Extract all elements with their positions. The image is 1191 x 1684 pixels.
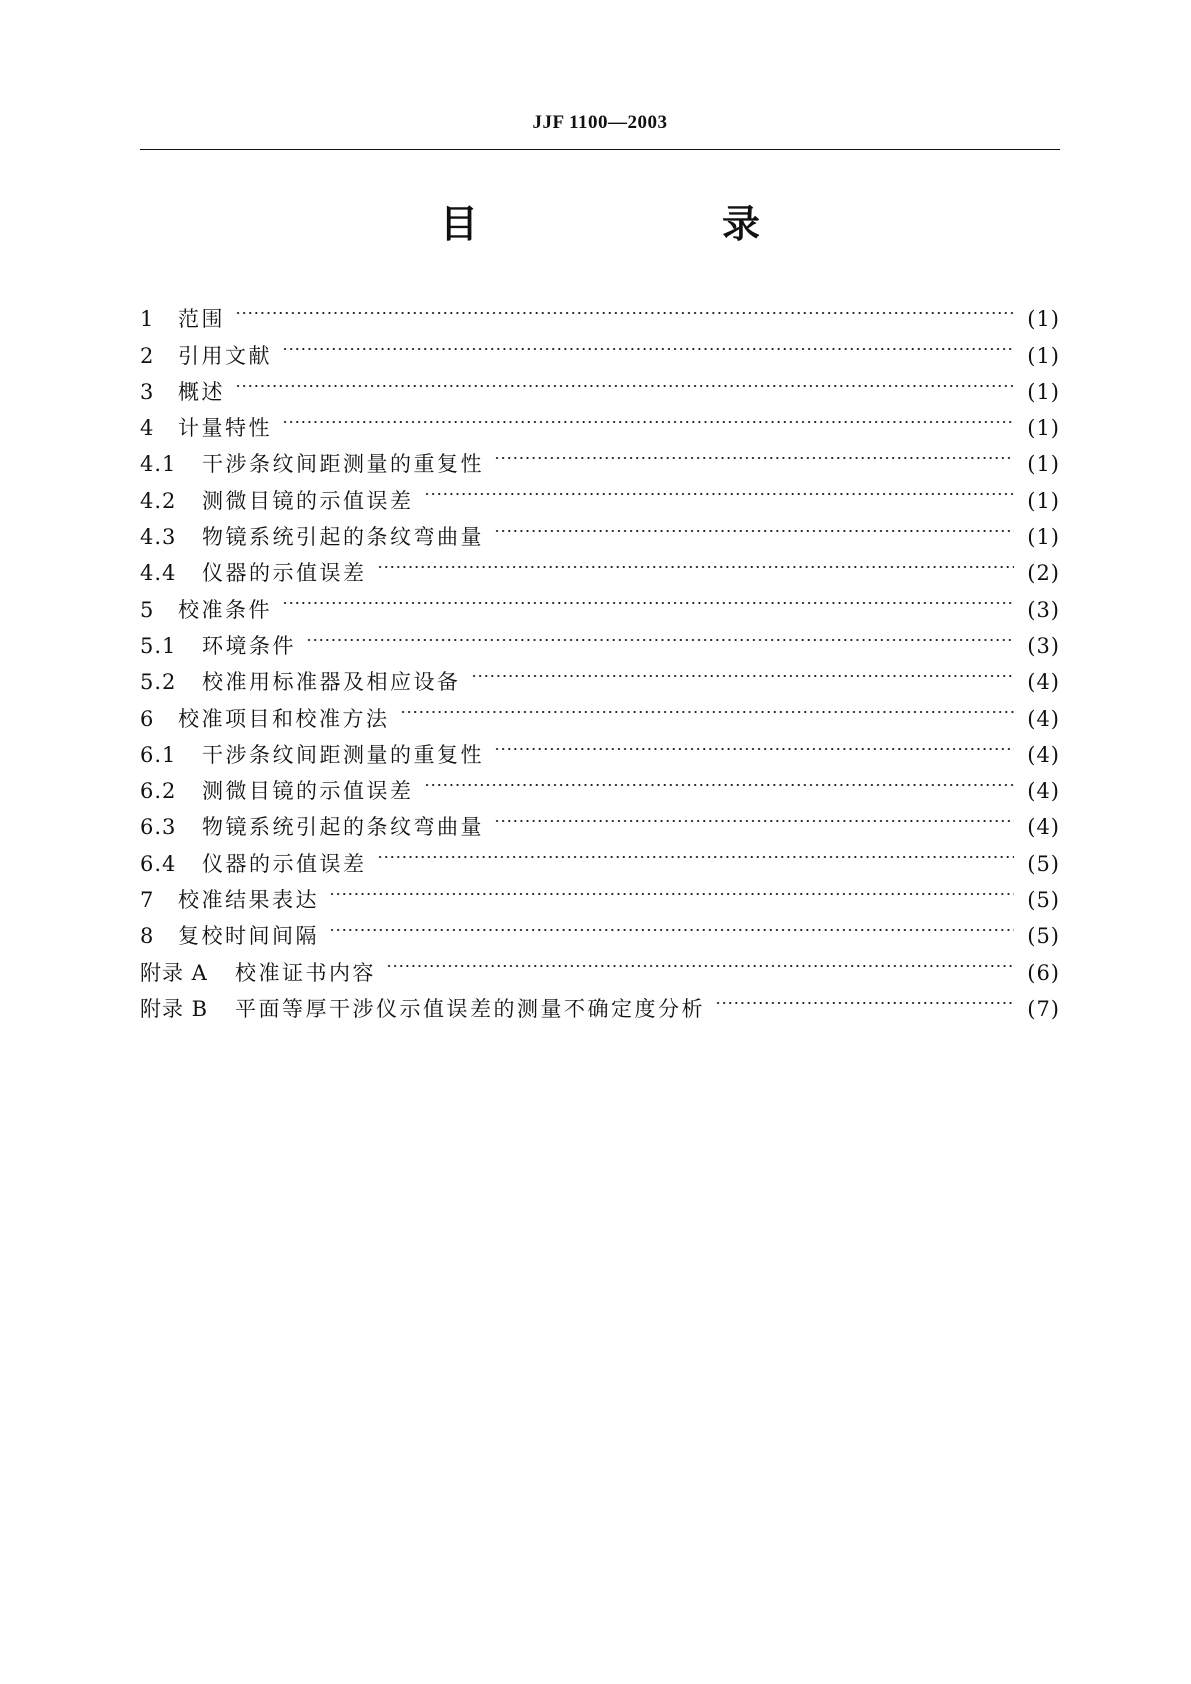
toc-entry-title: 物镜系统引起的条纹弯曲量 [202, 815, 484, 840]
toc-entry-title: 平面等厚干涉仪示值误差的测量不确定度分析 [235, 996, 705, 1021]
dot-leader [494, 798, 1014, 834]
toc-entry-number: 6.4 [140, 851, 177, 876]
toc-entry-number: 8 [140, 924, 155, 949]
dot-leader [235, 363, 1014, 399]
toc-entry-number: 4.4 [140, 561, 177, 586]
toc-entry-title: 干涉条纹间距测量的重复性 [202, 452, 484, 477]
toc-entry-number: 1 [140, 307, 155, 332]
toc-entry-page: (4) [1027, 815, 1060, 840]
dot-leader [715, 980, 1014, 1016]
toc-entry-number: 5 [140, 597, 155, 622]
toc-entry-title: 引用文献 [178, 343, 272, 368]
toc-entry [140, 617, 1060, 658]
toc-entry-title: 校准证书内容 [235, 960, 376, 985]
toc-entry-number: 4 [140, 416, 155, 441]
toc-entry-title: 复校时间间隔 [178, 924, 319, 949]
dot-leader [424, 762, 1015, 798]
toc-entry-page: (3) [1027, 597, 1060, 622]
toc-entry-number: 5.1 [140, 633, 177, 658]
dot-leader [424, 471, 1015, 507]
toc-entry-title: 环境条件 [202, 633, 296, 658]
toc-entry-title: 测微目镜的示值误差 [202, 779, 414, 804]
dot-leader [329, 907, 1014, 943]
toc-entry-page: (1) [1027, 307, 1060, 332]
dot-leader [282, 399, 1014, 435]
toc-entry-title: 测微目镜的示值误差 [202, 488, 414, 513]
toc-entry-page: (1) [1027, 416, 1060, 441]
toc-entry-number: 附录 B [140, 996, 209, 1021]
toc-entry-number: 4.3 [140, 525, 177, 550]
toc-entry-number: 5.2 [140, 670, 177, 695]
dot-leader [306, 617, 1014, 653]
toc-entry-title: 计量特性 [178, 416, 272, 441]
toc-entry-number: 4.2 [140, 488, 177, 513]
dot-leader [400, 689, 1015, 725]
toc-entry-page: (4) [1027, 706, 1060, 731]
dot-leader [282, 326, 1014, 362]
toc-entry-number: 6.1 [140, 742, 177, 767]
toc-entry-page: (1) [1027, 525, 1060, 550]
toc-entry-title: 范围 [178, 307, 225, 332]
toc-entry-title: 校准结果表达 [178, 888, 319, 913]
dot-leader [494, 508, 1014, 544]
toc-entry-page: (5) [1027, 924, 1060, 949]
toc-entry-page: (5) [1027, 888, 1060, 913]
dot-leader [377, 834, 1015, 870]
toc-entry-page: (1) [1027, 488, 1060, 513]
toc-entry-page: (4) [1027, 670, 1060, 695]
toc-entry-page: (4) [1027, 779, 1060, 804]
table-of-contents [140, 290, 1060, 1021]
toc-entry-title: 校准条件 [178, 597, 272, 622]
toc-entry [140, 363, 1060, 404]
toc-entry-page: (6) [1027, 960, 1060, 985]
dot-leader [377, 544, 1015, 580]
toc-entry [140, 399, 1060, 441]
toc-entry [140, 435, 1060, 477]
toc-entry [140, 290, 1060, 332]
toc-entry-title: 干涉条纹间距测量的重复性 [202, 742, 484, 767]
toc-entry-number: 6.3 [140, 815, 177, 840]
toc-entry-title: 校准项目和校准方法 [178, 706, 390, 731]
toc-entry-title: 仪器的示值误差 [202, 851, 367, 876]
dot-leader [494, 726, 1014, 762]
toc-entry-number: 6.2 [140, 779, 177, 804]
toc-entry-number: 附录 A [140, 960, 208, 985]
toc-entry-page: (1) [1027, 452, 1060, 477]
toc-entry-page: (2) [1027, 561, 1060, 586]
toc-title: 目 录 [439, 202, 816, 246]
toc-entry-number: 6 [140, 706, 155, 731]
toc-entry-page: (4) [1027, 742, 1060, 767]
toc-entry-number: 3 [140, 379, 155, 404]
dot-leader [282, 580, 1014, 616]
toc-entry-page: (5) [1027, 851, 1060, 876]
toc-entry-page: (1) [1027, 379, 1060, 404]
toc-entry [140, 326, 1060, 368]
dot-leader [494, 435, 1014, 471]
dot-leader [386, 943, 1014, 979]
toc-entry-number: 4.1 [140, 452, 177, 477]
toc-entry-page: (7) [1027, 996, 1060, 1021]
toc-entry-title: 仪器的示值误差 [202, 561, 367, 586]
toc-entry-page: (3) [1027, 633, 1060, 658]
toc-entry-number: 2 [140, 343, 155, 368]
toc-entry-number: 7 [140, 888, 155, 913]
toc-entry-page: (1) [1027, 343, 1060, 368]
header-rule [140, 149, 1060, 150]
dot-leader [471, 653, 1015, 689]
document-code-header: JJF 1100—2003 [532, 112, 668, 133]
toc-entry-title: 校准用标准器及相应设备 [202, 670, 461, 695]
toc-entry-title: 物镜系统引起的条纹弯曲量 [202, 525, 484, 550]
toc-entry-title: 概述 [178, 379, 225, 404]
dot-leader [329, 871, 1014, 907]
dot-leader [235, 290, 1014, 326]
